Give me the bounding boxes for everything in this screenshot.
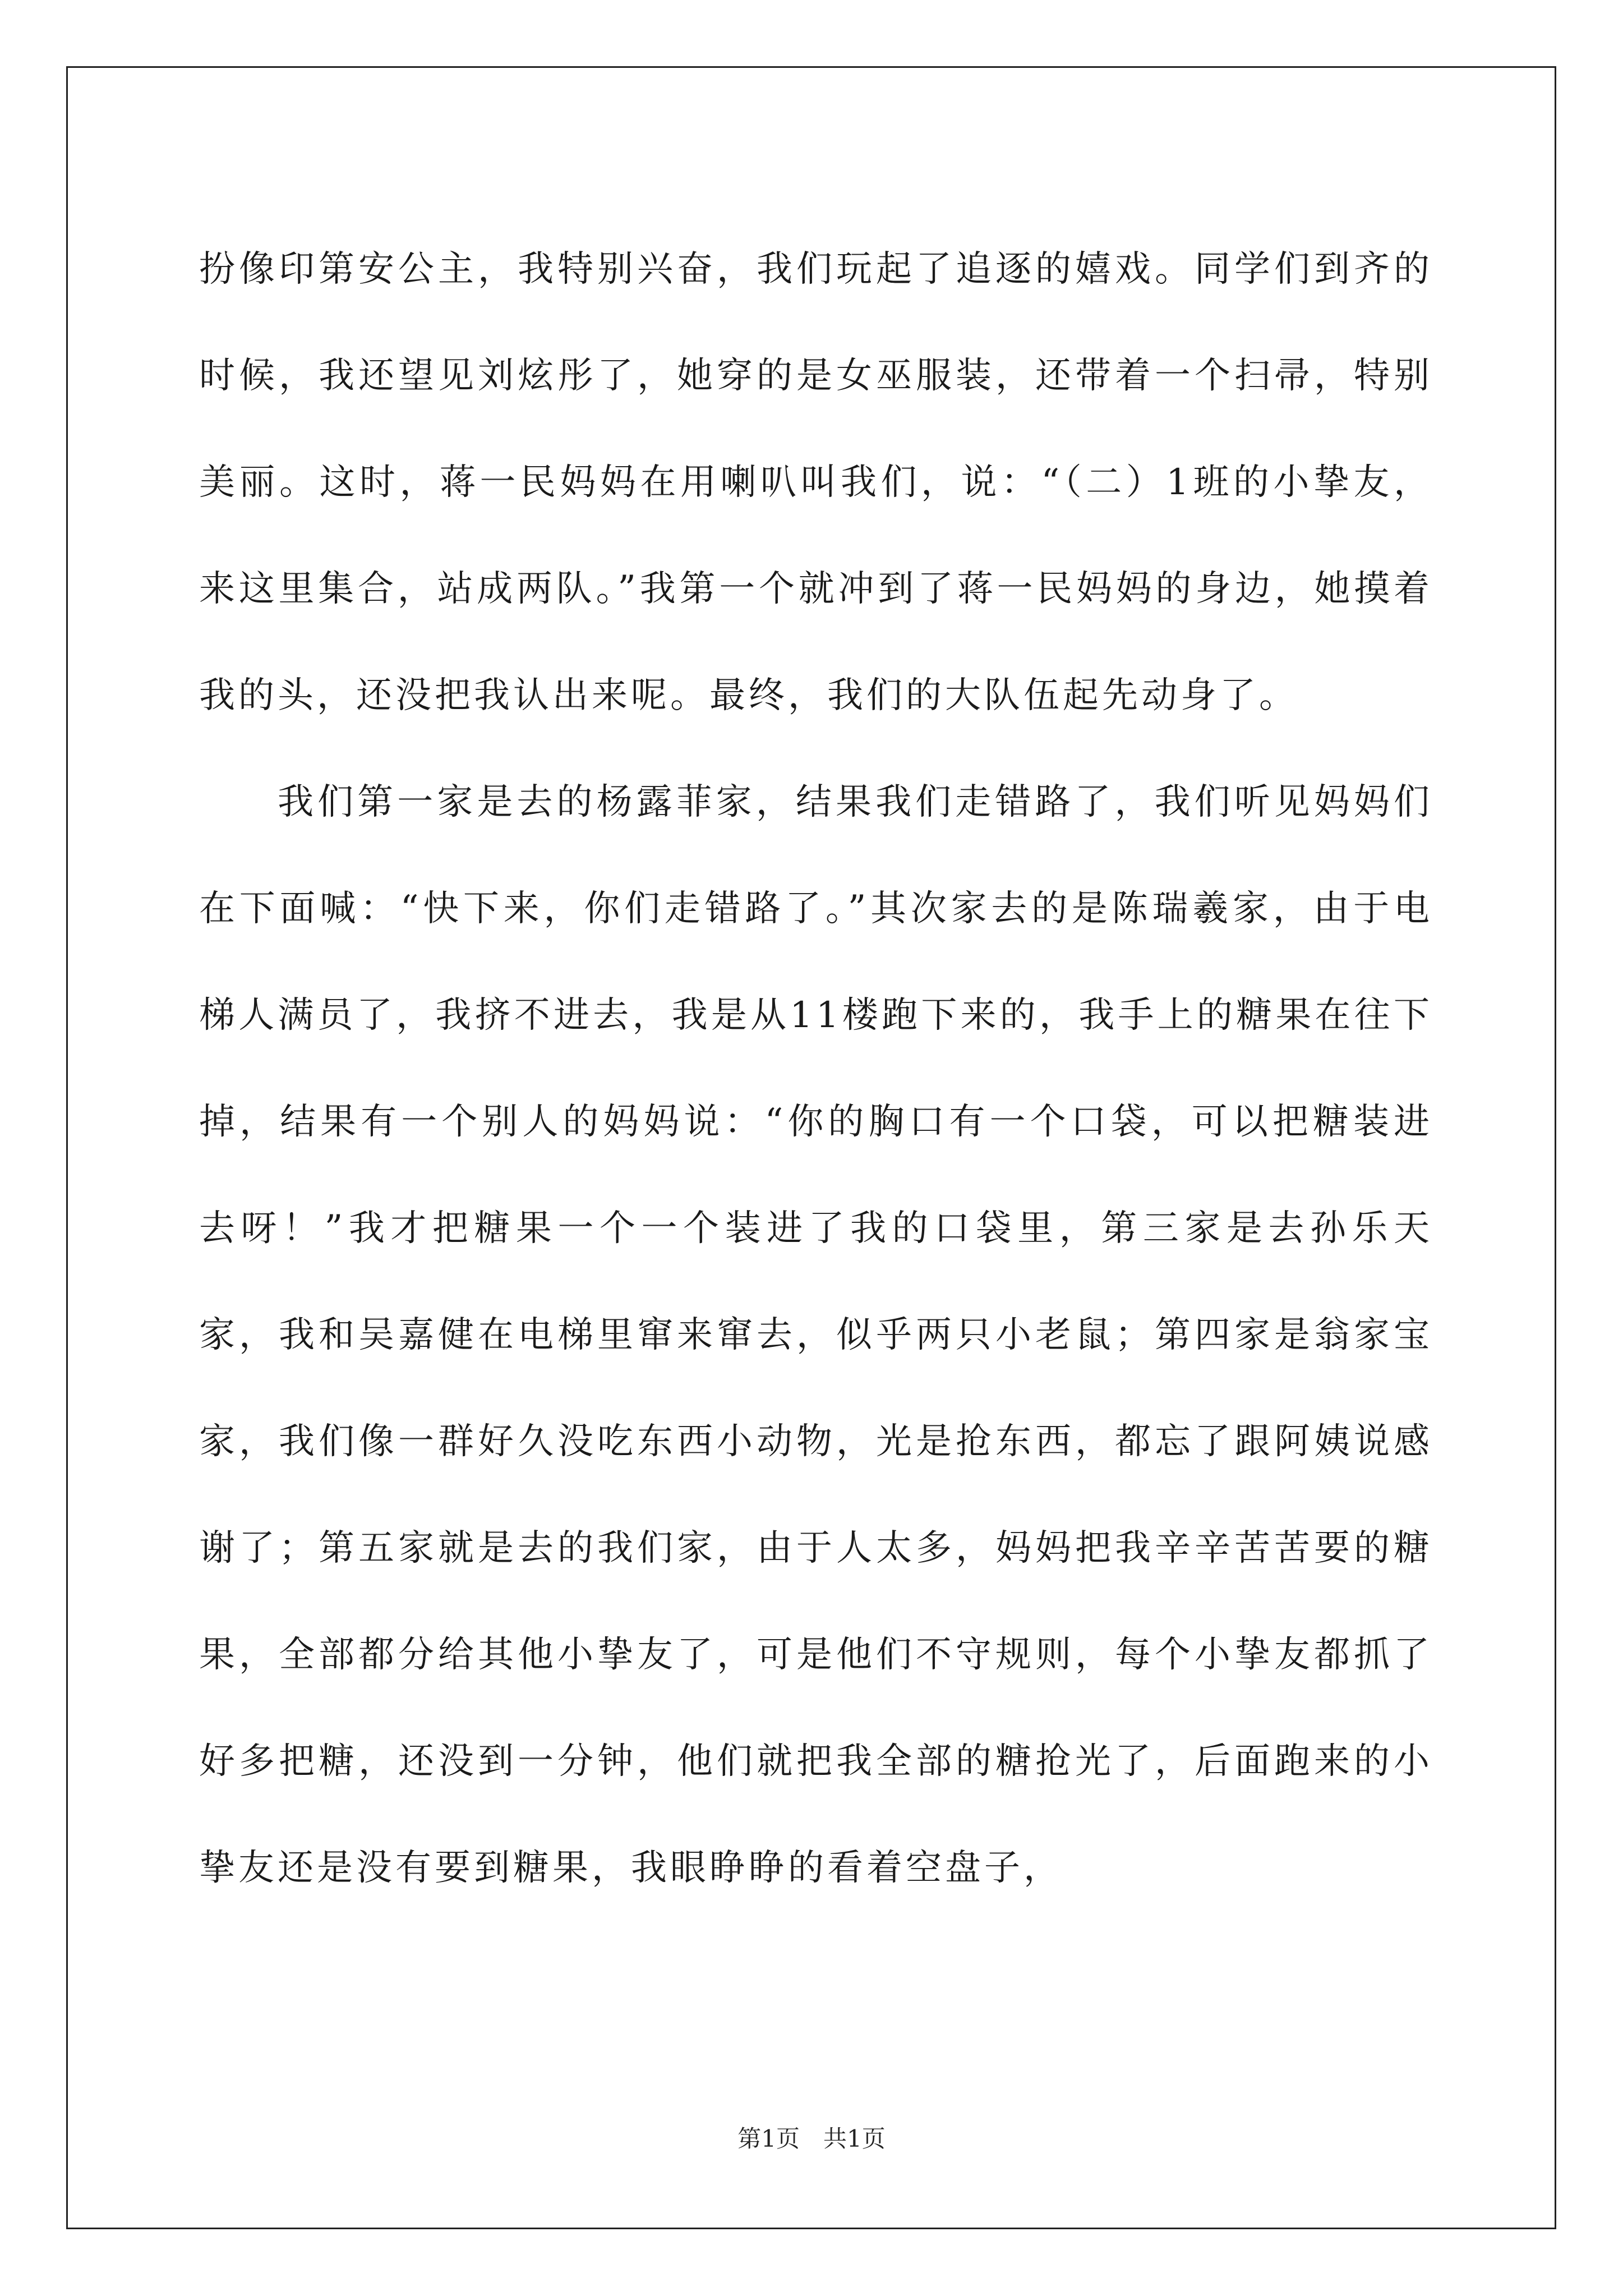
paragraph-2: 我们第一家是去的杨露菲家，结果我们走错路了，我们听见妈妈们在下面喊：“快下来，你们走错路了。”其次家去的是陈瑞羲家，由于电梯人满员了，我挤不进去，我是从11楼跑下来的，我手上的糖果在往下掉，结果有一个别人的妈妈说：“你的胸口有一个口袋，可以把糖装进去呀！”我才把糖果一个一个装进了我的口袋里，第三家是去孙乐天家，我和吴嘉健在电梯里窜来窜去，似乎两只小老鼠；第四家是翁家宝家，我们像一群好久没吃东西小动物，光是抢东西，都忘了跟阿姨说感谢了；第五家就是去的我们家，由于人太多，妈妈把我辛辛苦苦要的糖果，全部都分给其他小挚友了，可是他们不守规则，每个小挚友都抓了好多把糖，还没到一分钟，他们就把我全部的糖抢光了，后面跑来的小挚友还是没有要到糖果，我眼睁睁的看着空盘子， bbox=[199, 781, 1433, 1889]
page-footer: 第1页 共1页 bbox=[737, 2125, 886, 2152]
paragraph-1: 扮像印第安公主，我特别兴奋，我们玩起了追逐的嬉戏。同学们到齐的时候，我还望见刘炫彤了，她穿的是女巫服装，还带着一个扫帚，特别美丽。这时，蒋一民妈妈在用喇叭叫我们，说：“（二）1班的小挚友，来这里集合，站成两队。”我第一个就冲到了蒋一民妈妈的身边，她摸着我的头，还没把我认出来呢。最终，我们的大队伍起先动身了。 bbox=[199, 249, 1433, 716]
document-body bbox=[199, 216, 1433, 1921]
